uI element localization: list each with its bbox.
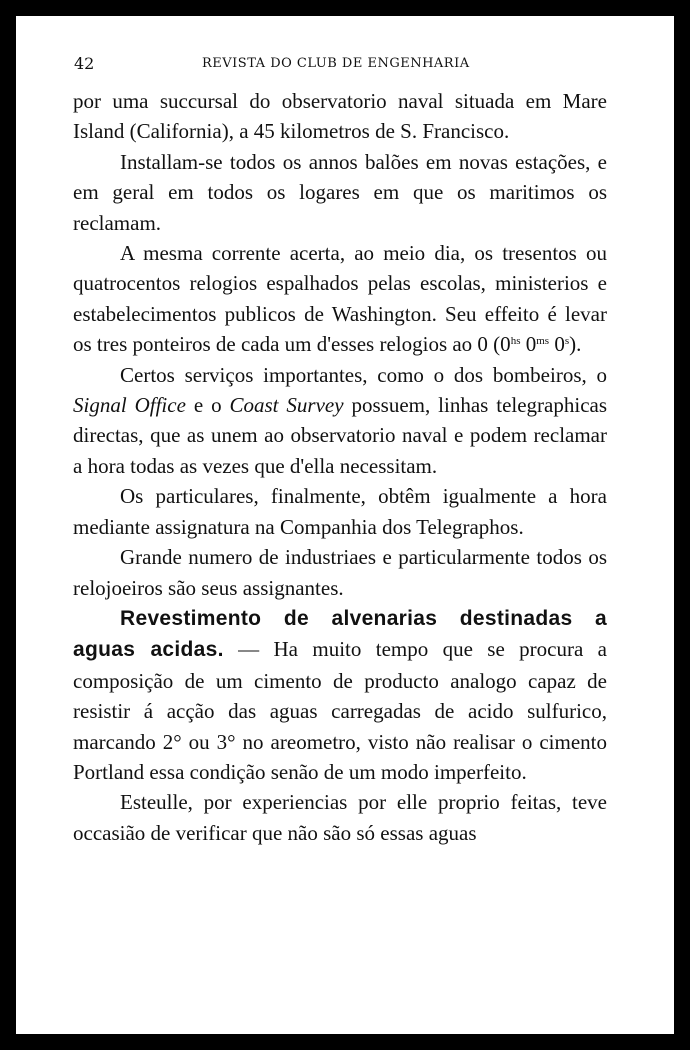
body-text — [73, 86, 607, 848]
paragraph-4 — [73, 360, 607, 482]
sup-seconds: s — [564, 335, 570, 348]
paragraph-5: Os particulares, finalmente, obtêm igualmente a hora mediante assignatura na Companhia dos Telegraphos. — [73, 484, 607, 539]
page-number: 42 — [74, 54, 95, 73]
paragraph-3-mid1: 0 — [520, 332, 537, 357]
coast-survey-italic: Coast Survey — [229, 393, 344, 418]
paragraph-3-text: A mesma corrente acerta, ao meio dia, os tresentos ou quatrocentos relogios espalhados pelas escolas, ministerios e estabelecimentos publicos de Washington. Seu effeito é levar os tres ponteiros de cada um d'esses relogios ao 0 (0 — [73, 241, 607, 357]
sup-hours: hs — [510, 335, 521, 348]
paragraph-4-before: Certos serviços importantes, como o dos bombeiros, o — [120, 362, 607, 387]
paragraph-3 — [73, 238, 607, 360]
running-head: REVISTA DO CLUB DE ENGENHARIA — [202, 56, 470, 71]
paragraph-4-after: possuem, linhas telegraphicas directas, que as unem ao observatorio naval e podem reclamar a hora todas as vezes que d'ella necessitam. — [73, 393, 608, 478]
paragraph-7-text: — Ha muito tempo que se procura a composição de um cimento de producto analogo capaz de resistir á acção das aguas carregadas de acido sulfurico, marcando 2° ou 3° no areometro, visto não realisar o cimento Portland essa condição senão de um modo imperfeito. — [73, 637, 607, 784]
document-page — [16, 16, 674, 1034]
sup-minutes: ms — [536, 335, 550, 348]
section-heading: Revestimento de alvenarias destinadas a aguas acidas. — [73, 606, 607, 662]
signal-office-italic: Signal Office — [73, 393, 186, 418]
paragraph-1: por uma succursal do observatorio naval situada em Mare Island (California), a 45 kilometros de S. Francisco. — [73, 89, 607, 144]
paragraph-2: Installam-se todos os annos balões em novas estações, e em geral em todos os logares em que os maritimos os reclamam. — [73, 149, 607, 235]
paragraph-7 — [73, 603, 607, 787]
paragraph-3-end: ). — [569, 332, 582, 357]
paragraph-4-middle: e o — [185, 393, 230, 418]
page-header — [74, 54, 626, 78]
paragraph-6: Grande numero de industriaes e particularmente todos os relojoeiros são seus assignantes. — [73, 545, 607, 600]
paragraph-3-mid2: 0 — [549, 332, 565, 357]
paragraph-8: Esteulle, por experiencias por elle proprio feitas, teve occasião de verificar que não são só essas aguas — [73, 790, 607, 845]
